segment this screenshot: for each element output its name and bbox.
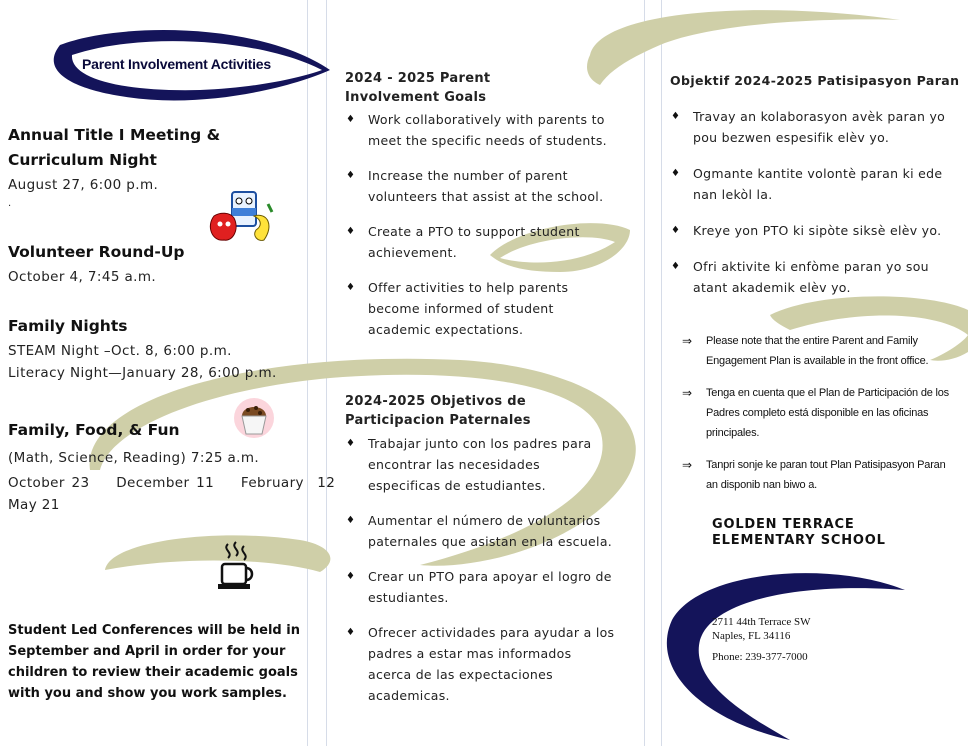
- list-item: ♦ Ofrecer actividades para ayudar a los padres a estar mas informados acerca de las expectaciones academicas.: [345, 622, 615, 706]
- english-goals-heading: 2024 - 2025 Parent Involvement Goals: [345, 71, 491, 105]
- list-item: ♦ Crear un PTO para apoyar el logro de estudiantes.: [345, 566, 615, 608]
- note-item: ⇒ Tanpri sonje ke paran tout Plan Patisipasyon Paran an disponib nan biwo a.: [682, 455, 950, 495]
- list-item: ♦ Travay an kolaborasyon avèk paran yo pou bezwen espesifik elèv yo.: [670, 106, 955, 148]
- list-item: ♦ Ogmante kantite volontè paran ki ede nan lekòl la.: [670, 163, 955, 205]
- list-item: ♦ Ofri aktivite ki enfòme paran yo sou atant akademik elèv yo.: [670, 256, 955, 298]
- list-item: ♦ Offer activities to help parents become informed of student academic expectations.: [345, 277, 615, 340]
- school-name: GOLDEN TERRACE ELEMENTARY SCHOOL: [712, 517, 886, 548]
- event-detail: October 23 December 11 February 12: [8, 475, 336, 491]
- event-title-volunteer: Volunteer Round-Up: [8, 243, 185, 261]
- apple-milk-banana-icon: [206, 186, 276, 244]
- event-title-family-nights: Family Nights: [8, 317, 128, 335]
- spanish-goals-list: [345, 433, 615, 720]
- banner-title: Parent Involvement Activities: [82, 56, 271, 72]
- event-detail: August 27, 6:00 p.m.: [8, 177, 159, 193]
- coffee-icon: [216, 540, 254, 592]
- event-title-title-i: Annual Title I Meeting & Curriculum Night: [8, 126, 221, 169]
- list-item: ♦ Aumentar el número de voluntarios paternales que asistan en la escuela.: [345, 510, 615, 552]
- event-detail: Literacy Night—January 28, 6:00 p.m.: [8, 365, 277, 381]
- note-item: ⇒ Tenga en cuenta que el Plan de Participación de los Padres completo está disponible en las oficinas principales.: [682, 383, 950, 443]
- event-detail: May 21: [8, 497, 60, 513]
- list-item: ♦ Kreye yon PTO ki sipòte siksè elèv yo.: [670, 220, 955, 241]
- list-item: ♦ Increase the number of parent volunteers that assist at the school.: [345, 165, 615, 207]
- student-led-conferences-note: Student Led Conferences will be held in September and April in order for your children to review their academic goals with you and show you work samples.: [8, 623, 300, 701]
- event-detail: (Math, Science, Reading) 7:25 a.m.: [8, 450, 260, 466]
- event-detail: October 4, 7:45 a.m.: [8, 269, 157, 285]
- english-goals-list: [345, 109, 615, 354]
- list-item: ♦ Create a PTO to support student achievement.: [345, 221, 615, 263]
- event-detail: STEAM Night –Oct. 8, 6:00 p.m.: [8, 343, 232, 359]
- address-line-1: 2711 44th Terrace SW: [712, 616, 811, 628]
- spanish-goals-heading: 2024-2025 Objetivos de Participacion Paternales: [345, 394, 531, 428]
- event-detail-dot: .: [8, 198, 12, 209]
- creole-goals-heading: Objektif 2024-2025 Patisipasyon Paran: [670, 73, 960, 88]
- list-item: ♦ Trabajar junto con los padres para encontrar las necesidades especificas de estudiantes.: [345, 433, 615, 496]
- creole-goals-list: [670, 106, 955, 313]
- plan-availability-notes: [682, 331, 950, 507]
- event-title-family-food-fun: Family, Food, & Fun: [8, 421, 180, 439]
- note-item: ⇒ Please note that the entire Parent and Family Engagement Plan is available in the front office.: [682, 331, 950, 371]
- address-line-2: Naples, FL 34116: [712, 630, 791, 642]
- cupcake-icon: [232, 396, 276, 440]
- phone-number: Phone: 239-377-7000: [712, 651, 808, 663]
- list-item: ♦ Work collaboratively with parents to meet the specific needs of students.: [345, 109, 615, 151]
